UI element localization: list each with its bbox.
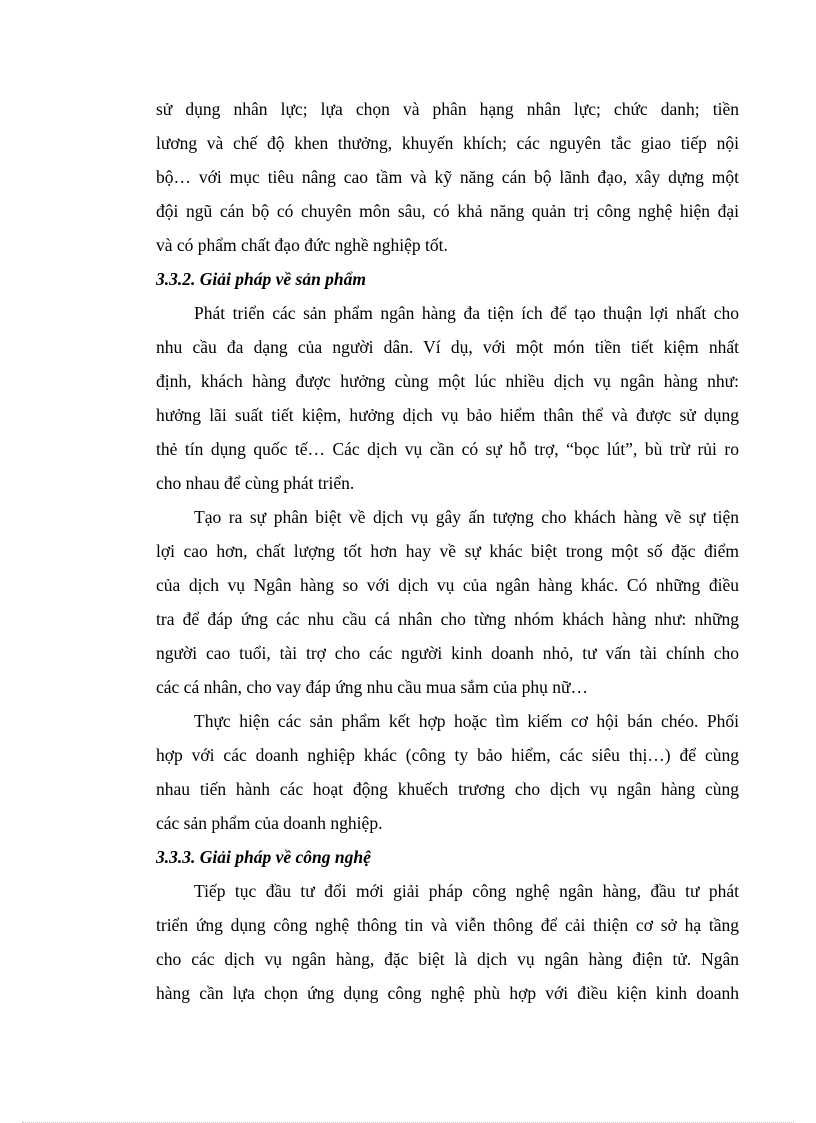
text-line: lợi cao hơn, chất lượng tốt hơn hay về sự khác biệt trong một số đặc điểm [156, 541, 739, 561]
text-line: nhau tiến hành các hoạt động khuếch trương cho dịch vụ ngân hàng cùng [156, 779, 739, 799]
text-line: lương và chế độ khen thưởng, khuyến khích; các nguyên tắc giao tiếp nội [156, 133, 739, 153]
text-line: Tạo ra sự phân biệt về dịch vụ gây ấn tượng cho khách hàng về sự tiện [194, 507, 739, 527]
paragraph-continued [156, 92, 739, 262]
text-line: Thực hiện các sản phẩm kết hợp hoặc tìm kiếm cơ hội bán chéo. Phối [194, 711, 739, 731]
text-line: các cá nhân, cho vay đáp ứng nhu cầu mua sắm của phụ nữ… [156, 677, 589, 697]
text-line: định, khách hàng được hưởng cùng một lúc nhiều dịch vụ ngân hàng như: [156, 371, 739, 391]
paragraph-products-2 [156, 500, 739, 704]
section-heading-3-3-2: 3.3.2. Giải pháp về sản phẩm [156, 269, 367, 289]
text-line: sử dụng nhân lực; lựa chọn và phân hạng nhân lực; chức danh; tiền [156, 99, 739, 119]
text-line: Tiếp tục đầu tư đổi mới giải pháp công nghệ ngân hàng, đầu tư phát [194, 881, 739, 901]
paragraph-technology-1 [156, 874, 739, 1010]
text-line: bộ… với mục tiêu nâng cao tầm và kỹ năng cán bộ lãnh đạo, xây dựng một [156, 167, 739, 187]
text-line: hàng cần lựa chọn ứng dụng công nghệ phù hợp với điều kiện kinh doanh [156, 983, 739, 1003]
text-line: cho các dịch vụ ngân hàng, đặc biệt là dịch vụ ngân hàng điện tử. Ngân [156, 949, 739, 969]
paragraph-products-1 [156, 296, 739, 500]
text-line: triển ứng dụng công nghệ thông tin và viễn thông để cải thiện cơ sở hạ tầng [156, 915, 739, 935]
text-line: hợp với các doanh nghiệp khác (công ty bảo hiểm, các siêu thị…) để cùng [156, 745, 739, 765]
section-heading-3-3-3: 3.3.3. Giải pháp về công nghệ [156, 847, 371, 867]
text-line: đội ngũ cán bộ có chuyên môn sâu, có khả năng quản trị công nghệ hiện đại [156, 201, 739, 221]
text-line: người cao tuổi, tài trợ cho các người kinh doanh nhỏ, tư vấn tài chính cho [156, 643, 739, 663]
text-line: cho nhau để cùng phát triển. [156, 473, 355, 493]
text-line: của dịch vụ Ngân hàng so với dịch vụ của ngân hàng khác. Có những điều [156, 575, 739, 595]
text-line: hưởng lãi suất tiết kiệm, hưởng dịch vụ bảo hiểm thân thể và được sử dụng [156, 405, 739, 425]
text-line: nhu cầu đa dạng của người dân. Ví dụ, với một món tiền tiết kiệm nhất [156, 337, 739, 357]
paragraph-products-3 [156, 704, 739, 840]
text-line: tra để đáp ứng các nhu cầu cá nhân cho từng nhóm khách hàng như: những [156, 609, 739, 629]
text-line: các sản phẩm của doanh nghiệp. [156, 813, 383, 833]
text-line: thẻ tín dụng quốc tế… Các dịch vụ cần có sự hỗ trợ, “bọc lút”, bù trừ rủi ro [156, 439, 739, 459]
document-page [156, 92, 739, 1010]
text-line: Phát triển các sản phẩm ngân hàng đa tiện ích để tạo thuận lợi nhất cho [194, 303, 739, 323]
text-line: và có phẩm chất đạo đức nghề nghiệp tốt. [156, 235, 448, 255]
